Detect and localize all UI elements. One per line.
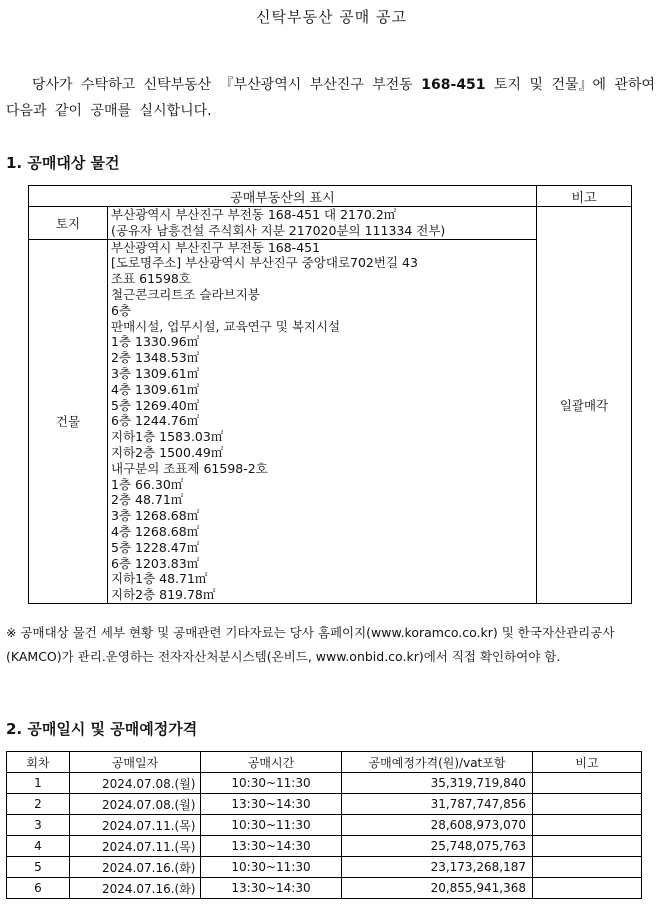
price-cell: 35,319,719,840 (342, 773, 533, 794)
property-table (28, 185, 632, 604)
building-line: 1층 66.30㎡ (111, 476, 184, 492)
building-line: 지하1층 1583.03㎡ (111, 429, 224, 445)
note-cell (533, 857, 642, 878)
note-cell (533, 815, 642, 836)
header-property-description: 공매부동산의 표시 (29, 186, 537, 207)
time-cell: 13:30~14:30 (201, 836, 342, 857)
round-cell: 6 (7, 878, 70, 899)
col-note: 비고 (533, 752, 642, 773)
building-label: 건물 (29, 239, 108, 603)
building-line: 지하2층 1500.49㎡ (111, 444, 224, 460)
land-line: 부산광역시 부산진구 부전동 168-451 대 2170.2㎡ (111, 207, 397, 222)
note-cell (533, 773, 642, 794)
building-line: 6층 1244.76㎡ (111, 413, 200, 429)
time-cell: 10:30~11:30 (201, 857, 342, 878)
note-cell (533, 794, 642, 815)
section2-heading: 2. 공매일시 및 공매예정가격 (6, 720, 198, 738)
building-line: 2층 48.71㎡ (111, 492, 184, 508)
building-line: 철근콘크리트조 슬라브지붕 (111, 286, 260, 302)
auction-schedule-table (6, 751, 642, 899)
time-cell: 13:30~14:30 (201, 878, 342, 899)
land-description (108, 207, 537, 240)
building-line: 판매시설, 업무시설, 교육연구 및 복지시설 (111, 318, 341, 334)
round-cell: 2 (7, 794, 70, 815)
building-line: 2층 1348.53㎡ (111, 350, 200, 366)
intro-text-1: 당사가 수탁하고 신탁부동산 『부산광역시 부산진구 부전동 (32, 77, 422, 93)
intro-lot-number: 168-451 (421, 77, 486, 93)
price-cell: 31,787,747,856 (342, 794, 533, 815)
col-round: 회차 (7, 752, 70, 773)
table-row (7, 815, 642, 836)
table-row (7, 794, 642, 815)
schedule-header (7, 752, 642, 773)
price-cell: 25,748,075,763 (342, 836, 533, 857)
col-time: 공매시간 (201, 752, 342, 773)
table-row (7, 878, 642, 899)
building-line: 부산광역시 부산진구 부전동 168-451 (111, 239, 321, 255)
intro-paragraph (6, 72, 658, 124)
col-price: 공매예정가격(원)/vat포함 (342, 752, 533, 773)
building-line: 3층 1268.68㎡ (111, 508, 200, 524)
round-cell: 4 (7, 836, 70, 857)
building-line: 4층 1309.61㎡ (111, 381, 200, 397)
note-cell (533, 836, 642, 857)
building-line: 지하1층 48.71㎡ (111, 571, 208, 587)
building-line: 4층 1268.68㎡ (111, 523, 200, 539)
land-label: 토지 (29, 207, 108, 240)
round-cell: 3 (7, 815, 70, 836)
date-cell: 2024.07.16.(화) (70, 857, 201, 878)
building-line: 6층 1203.83㎡ (111, 555, 200, 571)
time-cell: 10:30~11:30 (201, 815, 342, 836)
price-cell: 23,173,268,187 (342, 857, 533, 878)
building-line: 5층 1269.40㎡ (111, 397, 200, 413)
building-description (108, 239, 537, 603)
round-cell: 5 (7, 857, 70, 878)
building-line: [도로명주소] 부산광역시 부산진구 중앙대로702번길 43 (111, 255, 418, 271)
land-row (29, 207, 632, 240)
document-title: 신탁부동산 공매 공고 (256, 8, 407, 26)
building-line: 조표 61598호 (111, 271, 191, 287)
header-note: 비고 (537, 186, 632, 207)
building-line: 5층 1228.47㎡ (111, 539, 200, 555)
table-row (7, 857, 642, 878)
building-line: 3층 1309.61㎡ (111, 365, 200, 381)
land-line: (공유자 남흥건설 주식회사 지분 217020분의 111334 전부) (111, 222, 446, 238)
intro-text-2: 토지 및 건물』에 관하여 다음과 같이 공매를 실시합니다. (6, 77, 656, 119)
time-cell: 10:30~11:30 (201, 773, 342, 794)
building-line: 1층 1330.96㎡ (111, 334, 200, 350)
note-cell (533, 878, 642, 899)
round-cell: 1 (7, 773, 70, 794)
date-cell: 2024.07.11.(목) (70, 836, 201, 857)
building-line: 내구분의 조표제 61598-2호 (111, 460, 268, 476)
price-cell: 20,855,941,368 (342, 878, 533, 899)
building-line: 6층 (111, 302, 132, 318)
col-date: 공매일자 (70, 752, 201, 773)
table-row (7, 836, 642, 857)
date-cell: 2024.07.16.(화) (70, 878, 201, 899)
date-cell: 2024.07.08.(월) (70, 773, 201, 794)
note-bulk-sale: 일괄매각 (537, 207, 632, 604)
table-row (7, 773, 642, 794)
price-cell: 28,608,973,070 (342, 815, 533, 836)
building-line: 지하2층 819.78㎡ (111, 587, 216, 603)
footnote: ※ 공매대상 물건 세부 현황 및 공매관련 기타자료는 당사 홈페이지(www.koramco.co.kr) 및 한국자산관리공사(KAMCO)가 관리.운영하는 전자자산처분시스템(온비드, www.onbid.co.kr)에서 직접 확인하여야 함. (6, 625, 615, 664)
date-cell: 2024.07.08.(월) (70, 794, 201, 815)
time-cell: 13:30~14:30 (201, 794, 342, 815)
section1-heading: 1. 공매대상 물건 (6, 154, 120, 172)
date-cell: 2024.07.11.(목) (70, 815, 201, 836)
property-table-header (29, 186, 632, 207)
